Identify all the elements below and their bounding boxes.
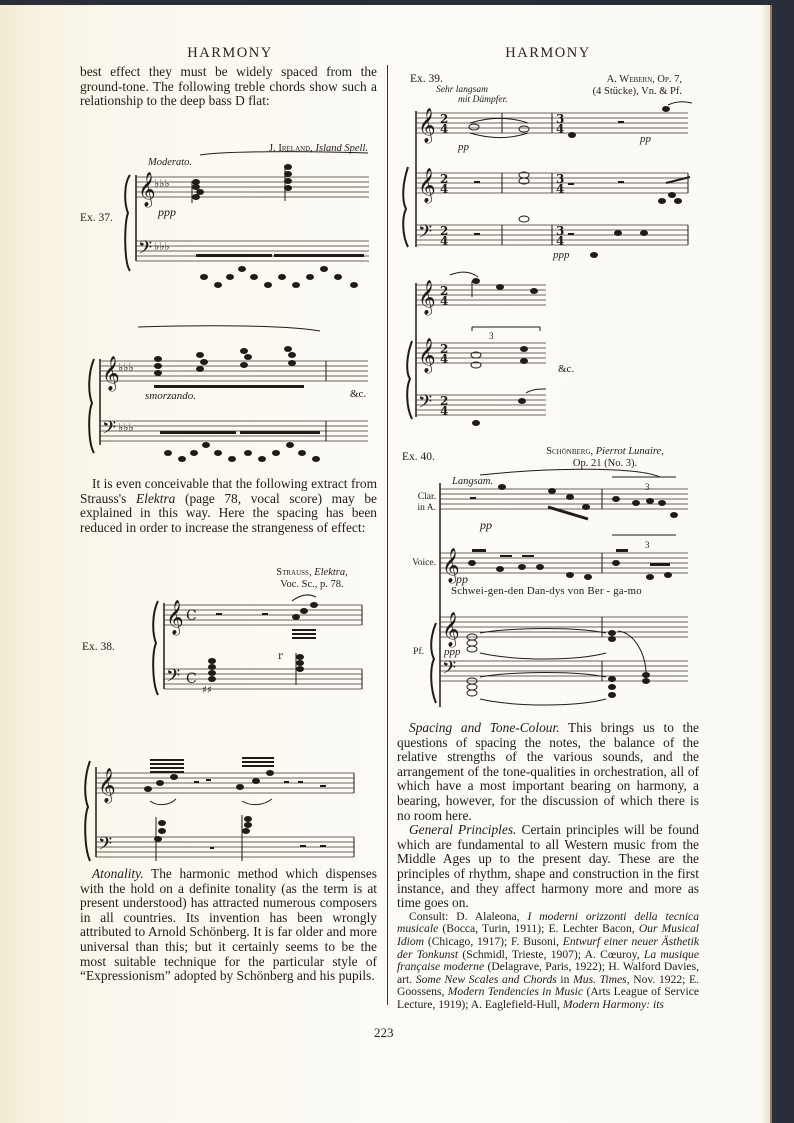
ex39-tempo-line-1: Sehr langsam bbox=[436, 85, 488, 95]
strauss-paragraph bbox=[80, 477, 377, 535]
ex37-expression: smorzando. bbox=[145, 390, 197, 402]
ex40-label: Ex. 40. bbox=[402, 451, 435, 463]
phrase-slur bbox=[200, 152, 368, 155]
page-edge bbox=[770, 5, 772, 1123]
bass-staff bbox=[136, 241, 369, 261]
key-signature-flats: ♭♭♭ bbox=[154, 240, 170, 253]
svg-text:♭♭♭: ♭♭♭ bbox=[118, 361, 134, 374]
consult-work-8: Modern Harmony: its bbox=[562, 997, 664, 1011]
common-time: C bbox=[186, 608, 197, 624]
ex39-tempo-line-2: mit Dämpfer. bbox=[458, 95, 508, 105]
treble-clef-icon: 𝄞 bbox=[442, 548, 460, 583]
running-head-left: HARMONY bbox=[187, 45, 273, 61]
consult-text-3: (Schmidl, Trieste, 1907); A. Cœuroy, bbox=[458, 947, 644, 961]
ex39-dynamic-pp-1: pp bbox=[458, 141, 469, 153]
bass-clef-icon: 𝄢 bbox=[138, 238, 153, 263]
clarinet-label-1: Clar. bbox=[417, 492, 436, 502]
bass-clef-icon: 𝄢 bbox=[418, 392, 433, 417]
treble-figure bbox=[216, 595, 318, 639]
svg-text:4: 4 bbox=[440, 352, 449, 366]
ex40-triplet-2: 3 bbox=[645, 540, 650, 550]
ex37-etc: &c. bbox=[350, 388, 367, 400]
svg-text:4: 4 bbox=[556, 234, 565, 248]
intro-text: best effect they must be widely spaced from the ground-tone. The following treble chords show such a relationship to the deep bass D flat: bbox=[80, 64, 377, 109]
ex37-label: Ex. 37. bbox=[80, 212, 113, 224]
ex39-dynamic-ppp: ppp bbox=[553, 249, 570, 261]
piano-notes bbox=[467, 629, 650, 706]
treble-staff bbox=[136, 177, 369, 197]
strauss-work-title: Elektra bbox=[135, 490, 176, 506]
ex38-label: Ex. 38. bbox=[82, 641, 115, 653]
ex40-triplet-1: 3 bbox=[645, 482, 650, 492]
consult-text-7: (Arts League of Service Lecture, 1919); A. Eaglefield-Hull, bbox=[397, 985, 699, 1011]
ex40-work: Pierrot Lunaire, bbox=[595, 446, 664, 457]
treble-clef-icon: 𝄞 bbox=[418, 280, 436, 315]
svg-text:3: 3 bbox=[556, 112, 565, 126]
bass-clef-icon: 𝄢 bbox=[442, 658, 457, 683]
spacing-heading: Spacing and Tone-Colour. bbox=[409, 720, 560, 735]
ex40-opus: Op. 21 (No. 3). bbox=[572, 457, 638, 469]
ex38-credit bbox=[262, 567, 362, 590]
common-time: C bbox=[186, 671, 197, 687]
ex39-triplet: 3 bbox=[489, 331, 494, 341]
ex37-work: Island Spell. bbox=[315, 143, 368, 154]
column-rule bbox=[387, 65, 388, 1005]
svg-text:4: 4 bbox=[440, 234, 449, 248]
brace bbox=[85, 761, 90, 861]
bass-clef-icon: 𝄢 bbox=[98, 834, 113, 859]
clarinet-notes bbox=[470, 477, 678, 519]
svg-text:4: 4 bbox=[440, 182, 449, 196]
treble-clef-icon: 𝄞 bbox=[418, 338, 436, 373]
svg-text:2: 2 bbox=[440, 224, 449, 238]
ex38-score-system-1 bbox=[152, 593, 374, 713]
svg-text:4: 4 bbox=[440, 404, 449, 418]
brace bbox=[403, 167, 408, 247]
running-head-right: HARMONY bbox=[505, 45, 591, 61]
svg-text:4: 4 bbox=[440, 294, 449, 308]
ex40-instrument-voice: Voice. bbox=[412, 558, 436, 568]
svg-text:4: 4 bbox=[556, 122, 565, 136]
atonality-heading: Atonality. bbox=[92, 866, 144, 881]
piano-treble-staff bbox=[440, 617, 688, 637]
ex40-tempo: Langsam. bbox=[452, 476, 494, 487]
bass-clef-icon: 𝄢 bbox=[102, 418, 117, 443]
bass-chords bbox=[154, 815, 326, 861]
ex40-lyrics: Schwei-gen-den Dan-dys von Ber - ga-mo bbox=[451, 585, 642, 597]
ex37-score-system-2 bbox=[88, 323, 370, 463]
treble-clef-icon: 𝄞 bbox=[418, 168, 436, 203]
ex38-reference: Voc. Sc., p. 78. bbox=[280, 578, 344, 590]
ex39-label: Ex. 39. bbox=[410, 73, 443, 85]
bass-clef-icon: 𝄢 bbox=[418, 222, 433, 247]
ex38-work: Elektra, bbox=[314, 567, 348, 578]
principles-text: Certain principles will be found which are fundamental to all Western music from the Middle Ages up to the present day. These are the principles of rhythm, shape and construction in the first instance, and they affect harmony more and more as time goes on. bbox=[397, 822, 699, 911]
ex39-score-system-1 bbox=[400, 105, 700, 250]
treble-staff bbox=[96, 773, 354, 793]
svg-text:2: 2 bbox=[440, 342, 449, 356]
treble-runs bbox=[144, 757, 326, 805]
svg-text:4: 4 bbox=[440, 122, 449, 136]
consult-text-1: (Bocca, Turin, 1911); E. Lechter Bacon, bbox=[438, 922, 639, 936]
ex40-instrument-piano: Pf. bbox=[413, 647, 424, 657]
bass-clef-icon: 𝄢 bbox=[166, 666, 181, 691]
treble-clef-icon: 𝄞 bbox=[98, 768, 116, 803]
consult-work-7: Modern Tendencies in Music bbox=[447, 985, 584, 999]
ex40-instrument-clarinet bbox=[400, 492, 436, 514]
consult-work-1: I moderni orizzonti della tecnica musicale bbox=[397, 909, 700, 936]
treble-clef-icon: 𝄞 bbox=[418, 108, 436, 143]
strauss-text-1: It is even conceivable that the following extract from Strauss's bbox=[80, 476, 377, 506]
consult-intro: Consult: D. Alaleona, bbox=[409, 909, 528, 923]
consult-work-5: Some New Scales and Chords bbox=[415, 972, 557, 986]
atonality-text: The harmonic method which dispenses with the hold on a definite tonality (as the term is at present understood) has attracted numerous composers in all countries. Its invention has been wrongly attributed to Arnold Schönberg. It is far older and more universal than this; but it certainly seems to be the most suitable technique for the particular style of “Expressionism” adopted by Schönberg and his pupils. bbox=[80, 866, 377, 984]
clarinet-label-2: in A. bbox=[417, 503, 436, 513]
brace bbox=[431, 623, 436, 703]
consult-text-6: , Nov. 1922; E. Goossens, bbox=[397, 972, 700, 999]
ex39-tempo bbox=[436, 85, 508, 105]
piano-bass-staff bbox=[440, 661, 688, 681]
consult-work-6: Mus. Times bbox=[573, 972, 627, 986]
ex39-dynamic-pp-2: pp bbox=[640, 133, 651, 145]
ex38-score-system-2 bbox=[84, 757, 374, 867]
left-intro-paragraph bbox=[80, 65, 377, 109]
consult-text-2: (Chicago, 1917); F. Busoni, bbox=[424, 934, 563, 948]
treble-clef-icon: 𝄞 bbox=[138, 172, 156, 207]
consult-text-5: in bbox=[556, 972, 574, 986]
svg-text:♭♭♭: ♭♭♭ bbox=[118, 421, 134, 434]
treble-clef-icon: 𝄞 bbox=[442, 612, 460, 647]
svg-text:r: r bbox=[278, 651, 283, 662]
brace bbox=[407, 341, 412, 419]
phrase-slur bbox=[480, 469, 660, 477]
treble-clef-icon: 𝄞 bbox=[102, 356, 120, 391]
treble-chords bbox=[154, 346, 304, 388]
consult-text-4: (Delagrave, Paris, 1922); H. Walford Davies, art. bbox=[397, 960, 699, 986]
svg-text:2: 2 bbox=[440, 394, 449, 408]
brace bbox=[153, 601, 158, 695]
ex39-score-system-2 bbox=[406, 267, 556, 427]
brace bbox=[89, 359, 94, 453]
bass-arpeggio bbox=[196, 254, 364, 288]
consult-bibliography bbox=[397, 911, 699, 1012]
treble-clef-icon: 𝄞 bbox=[166, 600, 184, 635]
strauss-text-2: (page 78, vocal score) may be explained in this way. Here the spacing has been reduced in order to increase the strangeness of effect: bbox=[80, 490, 377, 535]
svg-text:♯♯: ♯♯ bbox=[202, 685, 212, 696]
svg-text:2: 2 bbox=[440, 172, 449, 186]
ex40-dynamic-piano: ppp bbox=[444, 646, 461, 658]
consult-work-4: La musique française moderne bbox=[397, 947, 700, 974]
bass-staff bbox=[96, 837, 354, 857]
ex39-credit-line-1: A. Webern, Op. 7, bbox=[606, 74, 682, 85]
ex40-dynamic-clarinet: pp bbox=[480, 518, 492, 532]
ex40-composer: Schönberg, bbox=[546, 446, 594, 457]
ex39-credit-line-2: (4 Stücke), Vn. & Pf. bbox=[592, 85, 682, 97]
spacing-paragraph bbox=[397, 721, 699, 1011]
brace bbox=[125, 175, 130, 271]
atonality-paragraph bbox=[80, 867, 377, 984]
svg-text:2: 2 bbox=[440, 112, 449, 126]
ex37-tempo: Moderato. bbox=[148, 157, 193, 168]
spacing-text: This brings us to the questions of spacing the notes, the balance of the relative strengths of the various sounds, and the arrangement of the tone-qualities in orchestration, all of which have a most important bearing on harmony, a bearing, however, for the discussion of which there is no room here. bbox=[397, 720, 699, 823]
ex38-composer: Strauss, bbox=[276, 567, 312, 578]
phrase-slur bbox=[138, 326, 320, 331]
svg-text:3: 3 bbox=[556, 224, 565, 238]
svg-text:2: 2 bbox=[440, 284, 449, 298]
consult-work-3: Entwurf einer neuer Ästhetik der Tonkunst bbox=[397, 934, 699, 961]
principles-heading: General Principles. bbox=[409, 822, 517, 838]
ex39-credit bbox=[520, 74, 682, 97]
ex39-etc: &c. bbox=[558, 363, 575, 375]
book-page bbox=[0, 5, 772, 1123]
page-number: 223 bbox=[374, 1025, 394, 1040]
ex37-composer: J. Ireland, bbox=[269, 143, 313, 154]
svg-text:4: 4 bbox=[556, 182, 565, 196]
svg-text:3: 3 bbox=[556, 172, 565, 186]
consult-work-2: Our Musical Idiom bbox=[397, 922, 699, 948]
ex37-dynamic: ppp bbox=[158, 205, 176, 219]
key-signature-flats: ♭♭♭ bbox=[154, 177, 170, 190]
ex40-credit bbox=[520, 446, 690, 469]
treble-staff bbox=[100, 361, 368, 381]
ex40-score bbox=[436, 467, 694, 712]
principles-paragraph bbox=[397, 823, 699, 911]
ex40-dynamic-voice: pp bbox=[456, 572, 468, 586]
ex37-score-system-1 bbox=[124, 153, 374, 283]
